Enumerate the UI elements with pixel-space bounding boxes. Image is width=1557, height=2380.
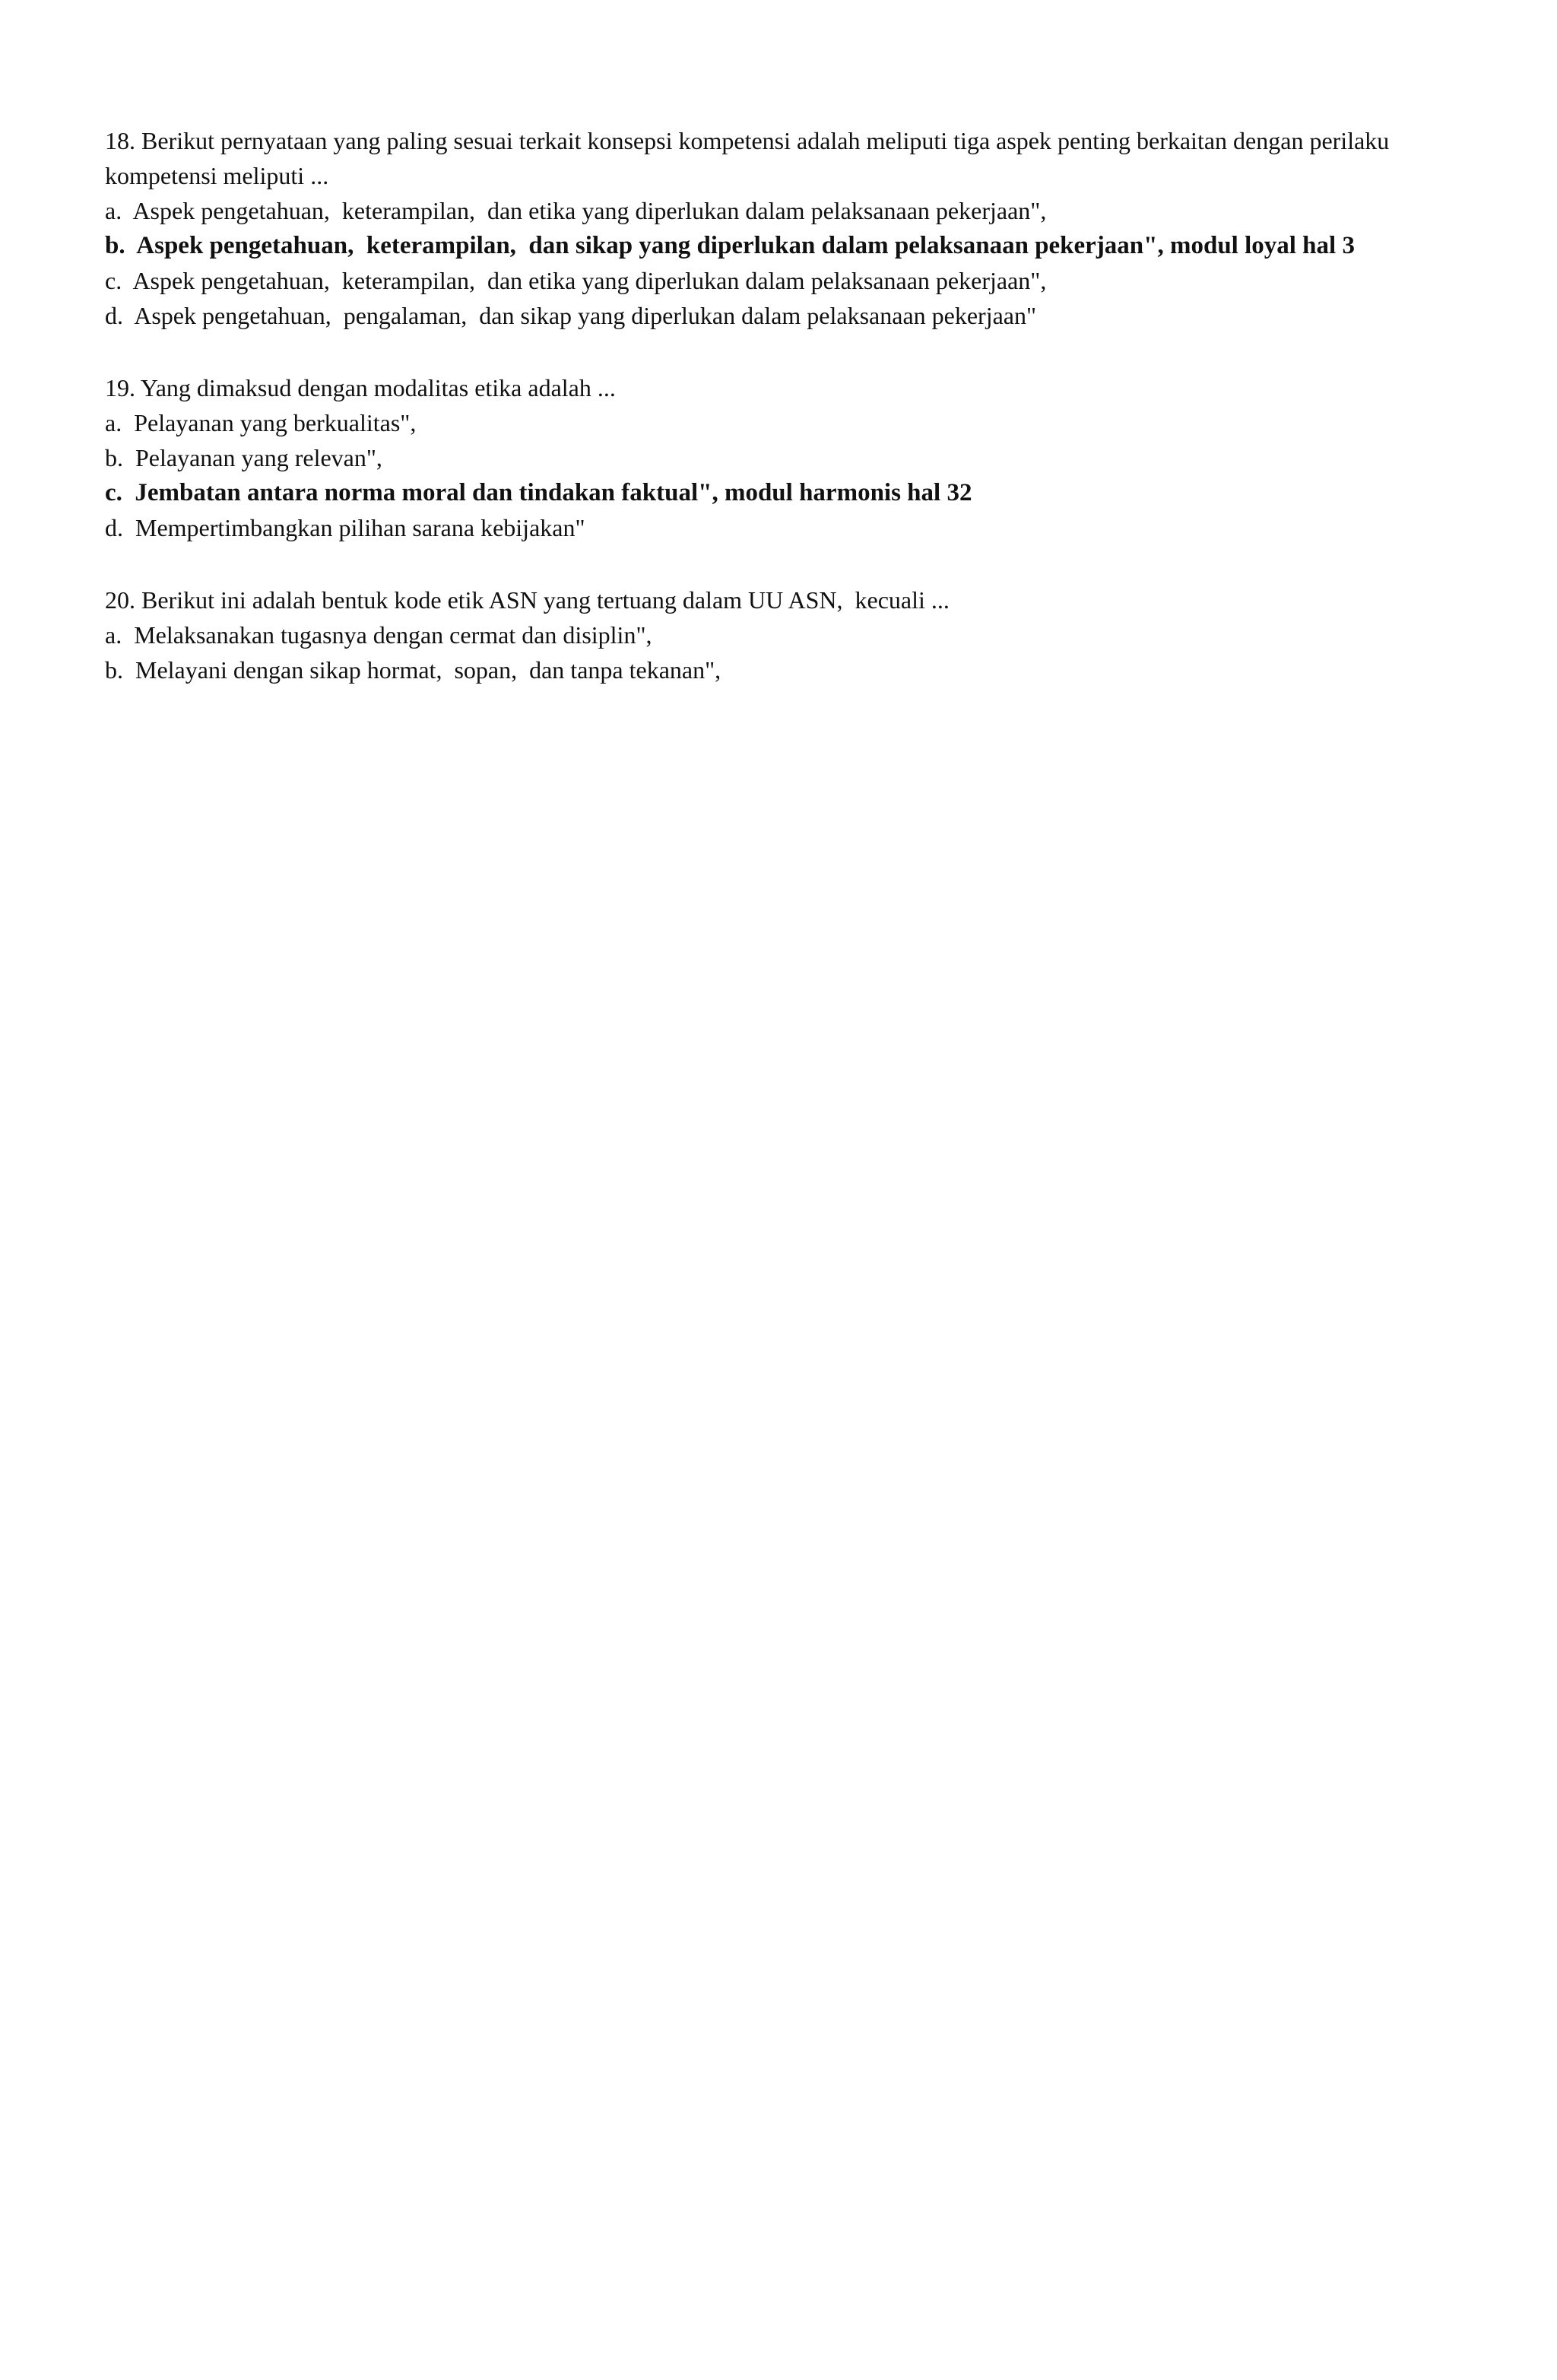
option-a: a. Melaksanakan tugasnya dengan cermat dan disiplin", [105,621,652,649]
option-b: b. Melayani dengan sikap hormat, sopan, dan tanpa tekanan", [105,656,721,684]
option-a: a. Pelayanan yang berkualitas", [105,409,417,436]
question-stem: 19. Yang dimaksud dengan modalitas etika adalah ... [105,374,616,401]
question-stem: 20. Berikut ini adalah bentuk kode etik ASN yang tertuang dalam UU ASN, kecuali ... [105,586,950,614]
option-c: c. Aspek pengetahuan, keterampilan, dan etika yang diperlukan dalam pelaksanaan pekerjaan", [105,267,1047,294]
document-page [105,123,1397,725]
question-19 [105,370,1397,545]
option-b: b. Pelayanan yang relevan", [105,444,382,471]
question-stem: 18. Berikut pernyataan yang paling sesuai terkait konsepsi kompetensi adalah meliputi tiga aspek penting berkaitan dengan perilaku kompetensi meliputi ... [105,127,1396,189]
option-d: d. Aspek pengetahuan, pengalaman, dan sikap yang diperlukan dalam pelaksanaan pekerjaan" [105,302,1037,329]
question-18 [105,123,1397,333]
option-b-correct-answer: b. Aspek pengetahuan, keterampilan, dan sikap yang diperlukan dalam pelaksanaan pekerjaan", modul loyal hal 3 [105,232,1355,259]
option-a: a. Aspek pengetahuan, keterampilan, dan etika yang diperlukan dalam pelaksanaan pekerjaan", [105,197,1047,224]
option-c-correct-answer: c. Jembatan antara norma moral dan tindakan faktual", modul harmonis hal 32 [105,479,972,506]
question-20 [105,582,1397,687]
option-d: d. Mempertimbangkan pilihan sarana kebijakan" [105,514,585,541]
